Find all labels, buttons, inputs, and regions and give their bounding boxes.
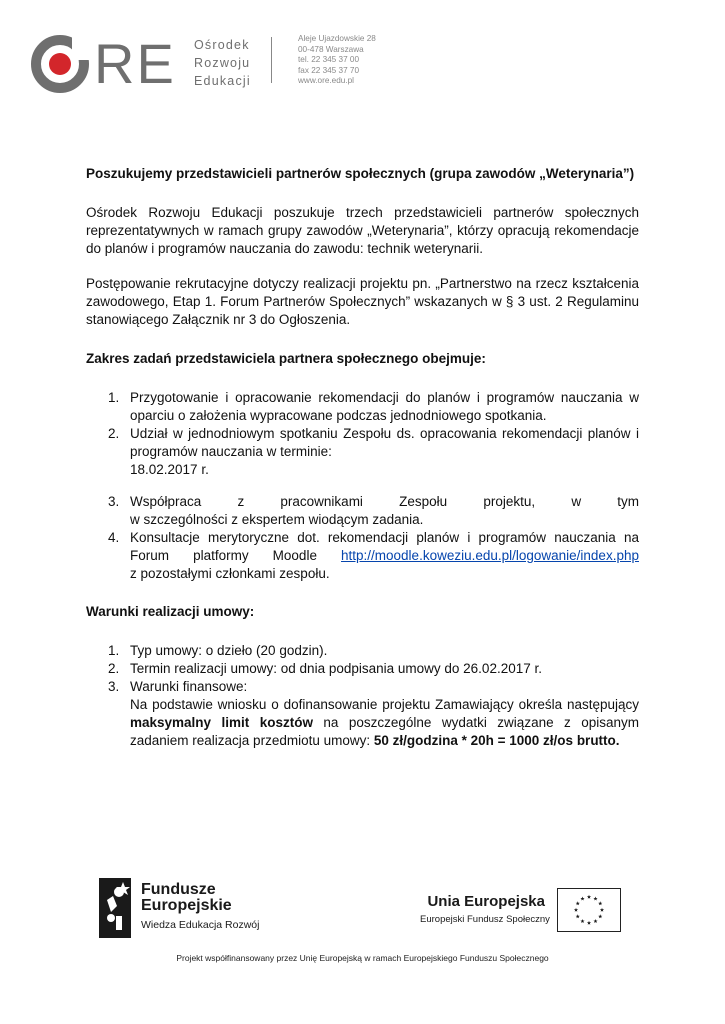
org-name-line: Ośrodek: [194, 38, 250, 52]
fe-subtitle: Wiedza Edukacja Rozwój: [141, 919, 260, 931]
eu-star-icon: [574, 908, 578, 912]
conditions-heading: Warunki realizacji umowy:: [86, 604, 255, 619]
list-number: 3.: [108, 679, 120, 694]
list-item-text: Przygotowanie i opracowanie rekomendacji do planów i programów nauczania w oparciu o założenia wypracowane podczas jednodniowego spotkania.: [130, 390, 639, 423]
project-paragraph: Postępowanie rekrutacyjne dotyczy realizacji projektu pn. „Partnerstwo na rzecz kształcenia zawodowego, Etap 1. Forum Partnerów Społecznych” wskazanych w § 3 ust. 2 Regulaminu stanowiącego Załącznik nr 3 do Ogłoszenia.: [86, 276, 639, 327]
eu-star-icon: [587, 921, 591, 925]
list-item-text: Udział w jednodniowym spotkaniu Zespołu ds. opracowania rekomendacji planów i programów nauczania w terminie:: [130, 426, 639, 459]
list-number: 1.: [108, 643, 120, 658]
list-spacer: [86, 479, 639, 493]
meeting-date: 18.02.2017 r.: [130, 462, 209, 477]
tasks-heading: Zakres zadań przedstawiciela partnera społecznego obejmuje:: [86, 351, 486, 366]
contact-website: www.ore.edu.pl: [298, 76, 354, 85]
eu-star-icon: [598, 914, 602, 918]
word: projektu,: [483, 494, 536, 509]
word: Współpraca: [130, 494, 202, 509]
eu-star-icon: [576, 901, 580, 905]
eu-star-icon: [580, 897, 584, 901]
list-item: [86, 678, 639, 750]
footer-note: Projekt współfinansowany przez Unię Europejską w ramach Europejskiego Funduszu Społecznego: [176, 953, 549, 963]
word: Forum: [130, 548, 170, 563]
moodle-link[interactable]: http://moodle.koweziu.edu.pl/logowanie/index.php: [341, 548, 639, 563]
list-number: 2.: [108, 661, 120, 676]
header-divider: [271, 37, 272, 83]
list-number: 1.: [108, 390, 120, 405]
eu-star-icon: [587, 895, 591, 899]
financial-terms: [130, 696, 639, 750]
fundusze-europejskie-logo: [99, 878, 289, 938]
financial-terms-text: na poszczególne wydatki związane z opisanym zadaniem realizacja przedmiotu umowy:: [130, 715, 640, 748]
word: z: [237, 494, 245, 509]
eu-star-icon: [593, 919, 597, 923]
list-item-text: Termin realizacji umowy: od dnia podpisania umowy do 26.02.2017 r.: [130, 661, 542, 676]
fe-title-line: Europejskie: [141, 897, 232, 914]
word: platformy: [193, 548, 249, 563]
list-item: [86, 389, 639, 425]
word: Moodle: [272, 548, 317, 563]
org-name: [194, 36, 251, 90]
list-item: [86, 493, 639, 529]
contact-fax: fax 22 345 37 70: [298, 65, 360, 75]
ore-logo-o-icon: [30, 34, 90, 94]
document-body: [86, 165, 639, 750]
fe-title: [141, 882, 232, 914]
eu-star-icon: [600, 908, 604, 912]
list-item-line: [130, 547, 639, 565]
list-item: [86, 425, 639, 479]
contact-block: [298, 34, 376, 87]
word: w: [571, 494, 582, 509]
intro-paragraph: Ośrodek Rozwoju Edukacji poszukuje trzech przedstawicieli partnerów społecznych reprezentatywnych w ramach grupy zawodów „Weterynaria”, którzy opracują rekomendacje do planów i programów nauczania do zawodu: technik weterynarii.: [86, 205, 639, 256]
ore-logo: [30, 32, 376, 95]
list-item-line: [130, 493, 639, 511]
list-item-line: w szczególności z ekspertem wiodącym zadania.: [130, 512, 424, 527]
list-item: [86, 529, 639, 583]
word: Zespołu: [399, 494, 448, 509]
eu-subtitle: Europejski Fundusz Społeczny: [420, 914, 550, 925]
document-title: Poszukujemy przedstawicieli partnerów społecznych (grupa zawodów „Weterynaria”): [86, 166, 635, 181]
tasks-list: [86, 389, 639, 583]
eu-star-icon: [576, 914, 580, 918]
fundusze-europejskie-emblem-icon: [99, 878, 131, 938]
fe-title-line: Fundusze: [141, 881, 216, 898]
list-item-text: Warunki finansowe:: [130, 679, 248, 694]
eu-flag-icon: [557, 888, 621, 932]
eu-star-icon: [593, 897, 597, 901]
list-number: 2.: [108, 426, 120, 441]
eu-star-icon: [598, 901, 602, 905]
list-item-line: Konsultacje merytoryczne dot. rekomendacji planów i programów nauczania na: [130, 530, 639, 545]
ore-logo-text: RE: [94, 32, 176, 95]
contact-phone: tel. 22 345 37 00: [298, 55, 360, 64]
contact-city: 00-478 Warszawa: [298, 44, 364, 54]
org-name-line: Edukacji: [194, 74, 251, 88]
list-item-line: z pozostałymi członkami zespołu.: [130, 566, 330, 581]
financial-terms-text: Na podstawie wniosku o dofinansowanie projektu Zamawiający określa następujący: [130, 697, 639, 712]
cost-limit-label: maksymalny limit kosztów: [130, 715, 313, 730]
word: tym: [617, 494, 639, 509]
list-item: [86, 642, 639, 660]
list-number: 4.: [108, 530, 120, 545]
list-item: [86, 660, 639, 678]
list-number: 3.: [108, 494, 120, 509]
eu-text-block: [420, 893, 550, 925]
org-name-line: Rozwoju: [194, 56, 251, 70]
eu-title: Unia Europejska: [427, 893, 545, 910]
eu-star-icon: [580, 919, 584, 923]
cost-amount: 50 zł/godzina * 20h = 1000 zł/os brutto.: [373, 733, 620, 748]
conditions-list: [86, 642, 639, 750]
list-item-text: Typ umowy: o dzieło (20 godzin).: [130, 643, 328, 658]
word: pracownikami: [280, 494, 363, 509]
contact-address: Aleje Ujazdowskie 28: [298, 34, 376, 43]
